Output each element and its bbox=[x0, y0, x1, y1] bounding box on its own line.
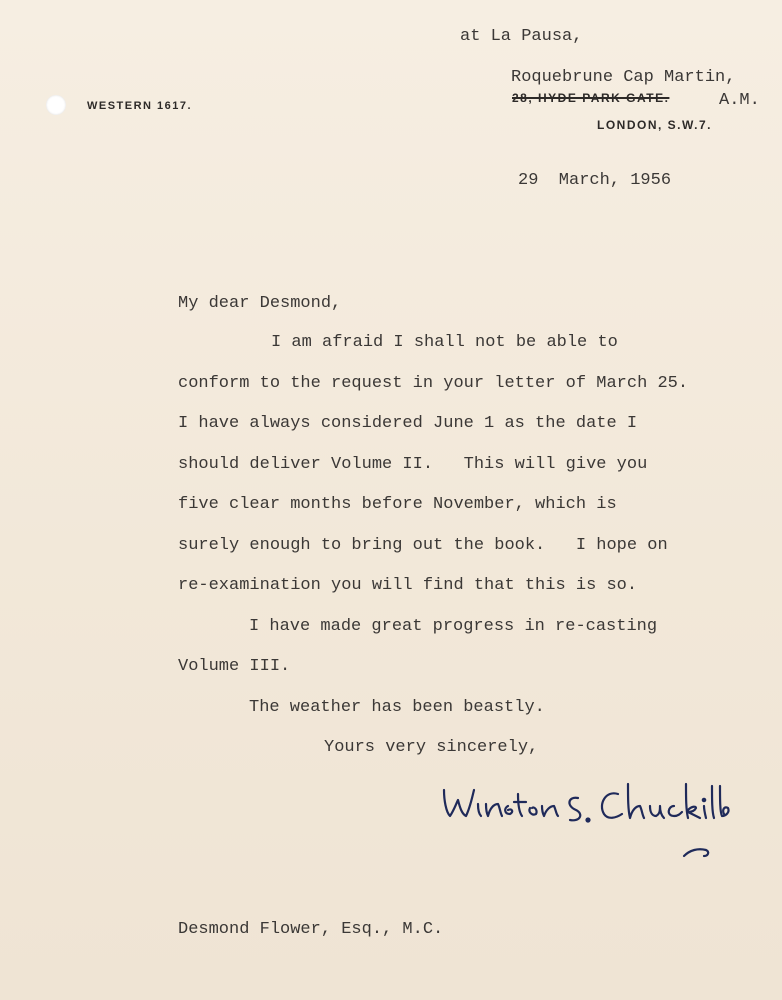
address-region: A.M. bbox=[719, 91, 760, 110]
address-line-1: at La Pausa, bbox=[460, 27, 583, 46]
body-line-7: re-examination you will find that this is so. bbox=[178, 576, 638, 595]
letter-date: 29 March, 1956 bbox=[518, 171, 672, 190]
body-line-6: surely enough to bring out the book. I hope on bbox=[178, 536, 668, 555]
salutation: My dear Desmond, bbox=[178, 294, 342, 313]
recipient: Desmond Flower, Esq., M.C. bbox=[178, 920, 444, 939]
body-line-4: should deliver Volume II. This will give you bbox=[178, 455, 648, 474]
body-line-1: I am afraid I shall not be able to bbox=[271, 333, 618, 352]
punch-hole bbox=[46, 95, 66, 115]
body-line-5: five clear months before November, which is bbox=[178, 495, 617, 514]
body-line-9: Volume III. bbox=[178, 657, 291, 676]
letterhead-london: LONDON, S.W.7. bbox=[597, 118, 713, 132]
body-line-3: I have always considered June 1 as the date I bbox=[178, 414, 638, 433]
body-line-2: conform to the request in your letter of March 25. bbox=[178, 374, 689, 393]
body-line-8: I have made great progress in re-casting bbox=[249, 617, 658, 636]
letterhead-telephone: WESTERN 1617. bbox=[87, 100, 193, 112]
letterhead-struck-address: 28, HYDE PARK GATE. bbox=[512, 91, 670, 105]
signature bbox=[438, 770, 738, 870]
closing: Yours very sincerely, bbox=[324, 738, 539, 757]
address-line-2: Roquebrune Cap Martin, bbox=[511, 68, 736, 87]
body-line-10: The weather has been beastly. bbox=[249, 698, 545, 717]
